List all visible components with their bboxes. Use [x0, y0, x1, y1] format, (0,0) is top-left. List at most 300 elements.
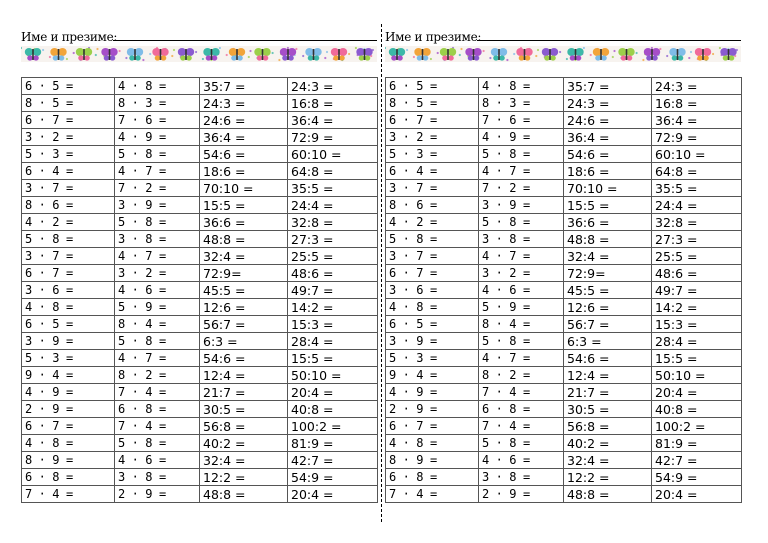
- division-problem[interactable]: 24:6 =: [564, 112, 652, 129]
- multiplication-problem[interactable]: 4 · 2 =: [22, 214, 115, 231]
- confetti-dot: [406, 49, 408, 51]
- multiplication-problem[interactable]: 4 · 8 =: [22, 435, 115, 452]
- table-row: [386, 418, 742, 435]
- division-problem[interactable]: 12:4 =: [200, 367, 288, 384]
- division-problem[interactable]: 64:8 =: [288, 163, 378, 180]
- table-row: [386, 452, 742, 469]
- confetti-dot: [559, 51, 561, 53]
- division-problem[interactable]: 15:5 =: [200, 197, 288, 214]
- multiplication-problem[interactable]: 7 · 4 =: [22, 486, 115, 503]
- multiplication-problem[interactable]: 5 · 3 =: [22, 350, 115, 367]
- multiplication-problem[interactable]: 3 · 8 =: [479, 469, 564, 486]
- multiplication-problem[interactable]: 4 · 9 =: [479, 129, 564, 146]
- division-problem[interactable]: 27:3 =: [652, 231, 742, 248]
- table-row: [386, 435, 742, 452]
- multiplication-problem[interactable]: 3 · 7 =: [22, 180, 115, 197]
- multiplication-problem[interactable]: 5 · 8 =: [115, 146, 200, 163]
- division-problem[interactable]: 35:7 =: [564, 78, 652, 95]
- division-problem[interactable]: 40:2 =: [564, 435, 652, 452]
- multiplication-problem[interactable]: 7 · 6 =: [115, 112, 200, 129]
- multiplication-problem[interactable]: 6 · 8 =: [22, 469, 115, 486]
- division-problem[interactable]: 16:8 =: [652, 95, 742, 112]
- table-row: [386, 350, 742, 367]
- division-problem[interactable]: 56:8 =: [200, 418, 288, 435]
- division-problem[interactable]: 50:10 =: [652, 367, 742, 384]
- division-problem[interactable]: 12:4 =: [564, 367, 652, 384]
- division-problem[interactable]: 48:8 =: [200, 486, 288, 503]
- butterfly-border-strip: [385, 44, 741, 64]
- table-row: [386, 265, 742, 282]
- multiplication-problem[interactable]: 3 · 6 =: [22, 282, 115, 299]
- division-problem[interactable]: 100:2 =: [288, 418, 378, 435]
- division-problem[interactable]: 25:5 =: [288, 248, 378, 265]
- multiplication-problem[interactable]: 2 · 9 =: [479, 486, 564, 503]
- multiplication-problem[interactable]: 3 · 2 =: [386, 129, 479, 146]
- division-problem[interactable]: 54:9 =: [652, 469, 742, 486]
- division-problem[interactable]: 20:4 =: [652, 486, 742, 503]
- multiplication-problem[interactable]: 4 · 7 =: [479, 350, 564, 367]
- confetti-dot: [125, 57, 127, 59]
- multiplication-problem[interactable]: 5 · 8 =: [479, 333, 564, 350]
- division-problem[interactable]: 72:9 =: [652, 129, 742, 146]
- division-problem[interactable]: 60:10 =: [652, 146, 742, 163]
- multiplication-problem[interactable]: 9 · 4 =: [22, 367, 115, 384]
- multiplication-problem[interactable]: 6 · 7 =: [386, 265, 479, 282]
- table-row: [386, 78, 742, 95]
- multiplication-problem[interactable]: 7 · 6 =: [479, 112, 564, 129]
- division-problem[interactable]: 15:3 =: [652, 316, 742, 333]
- multiplication-problem[interactable]: 6 · 7 =: [386, 112, 479, 129]
- division-problem[interactable]: 48:8 =: [564, 486, 652, 503]
- multiplication-problem[interactable]: 6 · 8 =: [386, 469, 479, 486]
- division-problem[interactable]: 15:5 =: [564, 197, 652, 214]
- division-problem[interactable]: 32:8 =: [652, 214, 742, 231]
- multiplication-problem[interactable]: 4 · 7 =: [115, 163, 200, 180]
- division-problem[interactable]: 48:6 =: [288, 265, 378, 282]
- multiplication-problem[interactable]: 7 · 4 =: [479, 384, 564, 401]
- division-problem[interactable]: 72:9=: [564, 265, 652, 282]
- multiplication-problem[interactable]: 8 · 9 =: [22, 452, 115, 469]
- confetti-dot: [171, 55, 173, 57]
- name-field: [385, 26, 741, 44]
- table-row: [22, 333, 378, 350]
- division-problem[interactable]: 56:7 =: [200, 316, 288, 333]
- multiplication-problem[interactable]: 4 · 7 =: [479, 163, 564, 180]
- multiplication-problem[interactable]: 5 · 8 =: [115, 435, 200, 452]
- confetti-dot: [219, 47, 221, 49]
- butterfly-border-strip: [21, 44, 377, 64]
- table-row: [386, 197, 742, 214]
- confetti-dot: [690, 51, 692, 53]
- division-problem[interactable]: 54:6 =: [564, 146, 652, 163]
- multiplication-problem[interactable]: 4 · 9 =: [115, 129, 200, 146]
- division-problem[interactable]: 40:2 =: [200, 435, 288, 452]
- division-problem[interactable]: 35:5 =: [652, 180, 742, 197]
- worksheet-right: [385, 0, 747, 543]
- multiplication-problem[interactable]: 8 · 4 =: [479, 316, 564, 333]
- multiplication-problem[interactable]: 4 · 7 =: [479, 248, 564, 265]
- confetti-dot: [513, 53, 515, 55]
- multiplication-problem[interactable]: 5 · 8 =: [479, 146, 564, 163]
- table-row: [22, 367, 378, 384]
- table-row: [22, 486, 378, 503]
- multiplication-problem[interactable]: 3 · 7 =: [386, 248, 479, 265]
- confetti-dot: [348, 53, 350, 55]
- division-problem[interactable]: 36:4 =: [652, 112, 742, 129]
- confetti-dot: [460, 48, 462, 50]
- confetti-dot: [195, 51, 197, 53]
- table-row: [386, 248, 742, 265]
- division-problem[interactable]: 35:5 =: [288, 180, 378, 197]
- multiplication-problem[interactable]: 8 · 2 =: [479, 367, 564, 384]
- confetti-dot: [636, 52, 638, 54]
- division-problem[interactable]: 12:6 =: [200, 299, 288, 316]
- confetti-dot: [95, 54, 97, 56]
- multiplication-problem[interactable]: 3 · 9 =: [479, 197, 564, 214]
- table-row: [22, 299, 378, 316]
- confetti-dot: [355, 47, 357, 49]
- worksheet-left: [21, 0, 383, 543]
- table-row: [22, 282, 378, 299]
- division-problem[interactable]: 36:4 =: [288, 112, 378, 129]
- division-problem[interactable]: 36:6 =: [564, 214, 652, 231]
- multiplication-problem[interactable]: 3 · 2 =: [22, 129, 115, 146]
- division-problem[interactable]: 21:7 =: [564, 384, 652, 401]
- multiplication-problem[interactable]: 3 · 2 =: [115, 265, 200, 282]
- table-row: [22, 316, 378, 333]
- division-problem[interactable]: 100:2 =: [652, 418, 742, 435]
- division-problem[interactable]: 45:5 =: [564, 282, 652, 299]
- table-row: [22, 95, 378, 112]
- exercise-table: [21, 77, 378, 503]
- multiplication-problem[interactable]: 4 · 6 =: [479, 452, 564, 469]
- multiplication-problem[interactable]: 5 · 8 =: [115, 214, 200, 231]
- multiplication-problem[interactable]: 4 · 8 =: [115, 78, 200, 95]
- division-problem[interactable]: 56:7 =: [564, 316, 652, 333]
- division-problem[interactable]: 32:4 =: [200, 248, 288, 265]
- name-write-line[interactable]: [477, 40, 741, 41]
- division-problem[interactable]: 15:3 =: [288, 316, 378, 333]
- multiplication-problem[interactable]: 5 · 8 =: [386, 231, 479, 248]
- division-problem[interactable]: 20:4 =: [288, 384, 378, 401]
- division-problem[interactable]: 35:7 =: [200, 78, 288, 95]
- confetti-dot: [248, 56, 250, 58]
- division-problem[interactable]: 50:10 =: [288, 367, 378, 384]
- name-label: Име и презиме:: [21, 30, 118, 44]
- confetti-dot: [659, 48, 661, 50]
- multiplication-problem[interactable]: 3 · 7 =: [22, 248, 115, 265]
- division-problem[interactable]: 15:5 =: [652, 350, 742, 367]
- division-problem[interactable]: 42:7 =: [288, 452, 378, 469]
- division-problem[interactable]: 24:4 =: [652, 197, 742, 214]
- multiplication-problem[interactable]: 8 · 5 =: [386, 95, 479, 112]
- division-problem[interactable]: 12:2 =: [200, 469, 288, 486]
- table-row: [22, 214, 378, 231]
- division-problem[interactable]: 45:5 =: [200, 282, 288, 299]
- division-problem[interactable]: 48:6 =: [652, 265, 742, 282]
- multiplication-problem[interactable]: 4 · 8 =: [386, 299, 479, 316]
- division-problem[interactable]: 54:6 =: [200, 350, 288, 367]
- division-problem[interactable]: 28:4 =: [652, 333, 742, 350]
- multiplication-problem[interactable]: 7 · 4 =: [386, 486, 479, 503]
- division-problem[interactable]: 72:9 =: [288, 129, 378, 146]
- division-problem[interactable]: 70:10 =: [564, 180, 652, 197]
- table-row: [386, 214, 742, 231]
- confetti-dot: [712, 53, 714, 55]
- multiplication-problem[interactable]: 6 · 5 =: [22, 78, 115, 95]
- division-problem[interactable]: 14:2 =: [652, 299, 742, 316]
- multiplication-problem[interactable]: 9 · 4 =: [386, 367, 479, 384]
- multiplication-problem[interactable]: 4 · 6 =: [115, 452, 200, 469]
- division-problem[interactable]: 60:10 =: [288, 146, 378, 163]
- division-problem[interactable]: 40:8 =: [288, 401, 378, 418]
- division-problem[interactable]: 81:9 =: [652, 435, 742, 452]
- multiplication-problem[interactable]: 7 · 2 =: [115, 180, 200, 197]
- table-row: [386, 180, 742, 197]
- table-row: [22, 197, 378, 214]
- confetti-dot: [483, 50, 485, 52]
- table-row: [386, 95, 742, 112]
- table-row: [22, 265, 378, 282]
- multiplication-problem[interactable]: 3 · 8 =: [479, 231, 564, 248]
- multiplication-problem[interactable]: 4 · 2 =: [386, 214, 479, 231]
- confetti-dot: [287, 47, 289, 49]
- confetti-dot: [506, 59, 508, 61]
- table-row: [22, 350, 378, 367]
- multiplication-problem[interactable]: 5 · 9 =: [479, 299, 564, 316]
- division-problem[interactable]: 16:8 =: [288, 95, 378, 112]
- division-problem[interactable]: 70:10 =: [200, 180, 288, 197]
- name-write-line[interactable]: [113, 40, 377, 41]
- multiplication-problem[interactable]: 4 · 8 =: [386, 435, 479, 452]
- division-problem[interactable]: 24:3 =: [652, 78, 742, 95]
- table-row: [386, 316, 742, 333]
- multiplication-problem[interactable]: 8 · 6 =: [22, 197, 115, 214]
- division-problem[interactable]: 18:6 =: [564, 163, 652, 180]
- multiplication-problem[interactable]: 8 · 4 =: [115, 316, 200, 333]
- division-problem[interactable]: 42:7 =: [652, 452, 742, 469]
- confetti-dot: [326, 51, 328, 53]
- multiplication-problem[interactable]: 5 · 8 =: [479, 435, 564, 452]
- division-problem[interactable]: 24:3 =: [288, 78, 378, 95]
- division-problem[interactable]: 81:9 =: [288, 435, 378, 452]
- multiplication-problem[interactable]: 5 · 8 =: [479, 214, 564, 231]
- multiplication-problem[interactable]: 2 · 9 =: [22, 401, 115, 418]
- multiplication-problem[interactable]: 4 · 8 =: [479, 78, 564, 95]
- division-problem[interactable]: 30:5 =: [200, 401, 288, 418]
- division-problem[interactable]: 48:8 =: [200, 231, 288, 248]
- multiplication-problem[interactable]: 5 · 8 =: [115, 333, 200, 350]
- confetti-dot: [66, 58, 68, 60]
- multiplication-problem[interactable]: 3 · 9 =: [386, 333, 479, 350]
- multiplication-problem[interactable]: 5 · 3 =: [386, 350, 479, 367]
- table-row: [22, 435, 378, 452]
- confetti-dot: [202, 58, 204, 60]
- confetti-dot: [437, 52, 439, 54]
- confetti-dot: [324, 57, 326, 59]
- table-row: [386, 146, 742, 163]
- cut-line: [381, 24, 382, 522]
- multiplication-problem[interactable]: 6 · 5 =: [22, 316, 115, 333]
- multiplication-problem[interactable]: 8 · 9 =: [386, 452, 479, 469]
- confetti-dot: [430, 58, 432, 60]
- division-problem[interactable]: 27:3 =: [288, 231, 378, 248]
- multiplication-problem[interactable]: 8 · 3 =: [115, 95, 200, 112]
- multiplication-problem[interactable]: 6 · 4 =: [386, 163, 479, 180]
- table-row: [22, 146, 378, 163]
- multiplication-problem[interactable]: 6 · 8 =: [479, 401, 564, 418]
- table-row: [22, 231, 378, 248]
- division-problem[interactable]: 32:4 =: [564, 452, 652, 469]
- confetti-dot: [459, 54, 461, 56]
- division-problem[interactable]: 6:3 =: [200, 333, 288, 350]
- table-row: [386, 282, 742, 299]
- multiplication-problem[interactable]: 6 · 8 =: [115, 401, 200, 418]
- division-problem[interactable]: 21:7 =: [200, 384, 288, 401]
- division-problem[interactable]: 14:2 =: [288, 299, 378, 316]
- confetti-dot: [226, 54, 228, 56]
- table-row: [386, 384, 742, 401]
- multiplication-problem[interactable]: 8 · 2 =: [115, 367, 200, 384]
- division-problem[interactable]: 54:6 =: [564, 350, 652, 367]
- multiplication-problem[interactable]: 2 · 9 =: [115, 486, 200, 503]
- division-problem[interactable]: 36:4 =: [200, 129, 288, 146]
- table-row: [22, 78, 378, 95]
- table-row: [386, 333, 742, 350]
- multiplication-problem[interactable]: 4 · 7 =: [115, 248, 200, 265]
- table-row: [22, 248, 378, 265]
- multiplication-problem[interactable]: 4 · 9 =: [22, 384, 115, 401]
- division-problem[interactable]: 24:3 =: [564, 95, 652, 112]
- table-row: [22, 469, 378, 486]
- division-problem[interactable]: 48:8 =: [564, 231, 652, 248]
- multiplication-problem[interactable]: 6 · 5 =: [386, 78, 479, 95]
- division-problem[interactable]: 32:4 =: [564, 248, 652, 265]
- division-problem[interactable]: 64:8 =: [652, 163, 742, 180]
- multiplication-problem[interactable]: 3 · 2 =: [479, 265, 564, 282]
- division-problem[interactable]: 32:8 =: [288, 214, 378, 231]
- division-problem[interactable]: 12:6 =: [564, 299, 652, 316]
- multiplication-problem[interactable]: 3 · 8 =: [115, 469, 200, 486]
- confetti-dot: [142, 59, 144, 61]
- multiplication-problem[interactable]: 7 · 4 =: [115, 418, 200, 435]
- division-problem[interactable]: 18:6 =: [200, 163, 288, 180]
- table-row: [386, 299, 742, 316]
- division-problem[interactable]: 54:9 =: [288, 469, 378, 486]
- division-problem[interactable]: 36:4 =: [564, 129, 652, 146]
- multiplication-problem[interactable]: 6 · 7 =: [22, 418, 115, 435]
- table-row: [22, 180, 378, 197]
- confetti-dot: [278, 59, 280, 61]
- multiplication-problem[interactable]: 4 · 9 =: [386, 384, 479, 401]
- division-problem[interactable]: 20:4 =: [652, 384, 742, 401]
- multiplication-problem[interactable]: 5 · 3 =: [386, 146, 479, 163]
- multiplication-problem[interactable]: 6 · 5 =: [386, 316, 479, 333]
- confetti-dot: [566, 58, 568, 60]
- division-problem[interactable]: 20:4 =: [288, 486, 378, 503]
- confetti-dot: [719, 47, 721, 49]
- confetti-dot: [295, 48, 297, 50]
- confetti-dot: [535, 55, 537, 57]
- division-problem[interactable]: 40:8 =: [652, 401, 742, 418]
- confetti-dot: [73, 52, 75, 54]
- table-row: [22, 384, 378, 401]
- multiplication-problem[interactable]: 6 · 7 =: [22, 265, 115, 282]
- multiplication-problem[interactable]: 8 · 5 =: [22, 95, 115, 112]
- confetti-dot: [489, 57, 491, 59]
- table-row: [386, 469, 742, 486]
- division-problem[interactable]: 25:5 =: [652, 248, 742, 265]
- multiplication-problem[interactable]: 4 · 6 =: [115, 282, 200, 299]
- division-problem[interactable]: 15:5 =: [288, 350, 378, 367]
- multiplication-problem[interactable]: 7 · 2 =: [479, 180, 564, 197]
- confetti-dot: [149, 53, 151, 55]
- multiplication-problem[interactable]: 7 · 4 =: [479, 418, 564, 435]
- confetti-dot: [688, 57, 690, 59]
- division-problem[interactable]: 24:6 =: [200, 112, 288, 129]
- table-row: [22, 163, 378, 180]
- multiplication-problem[interactable]: 3 · 6 =: [386, 282, 479, 299]
- division-problem[interactable]: 36:6 =: [200, 214, 288, 231]
- multiplication-problem[interactable]: 3 · 7 =: [386, 180, 479, 197]
- table-row: [386, 231, 742, 248]
- multiplication-problem[interactable]: 3 · 8 =: [115, 231, 200, 248]
- multiplication-problem[interactable]: 3 · 9 =: [115, 197, 200, 214]
- multiplication-problem[interactable]: 8 · 3 =: [479, 95, 564, 112]
- table-row: [386, 486, 742, 503]
- division-problem[interactable]: 6:3 =: [564, 333, 652, 350]
- division-problem[interactable]: 24:3 =: [200, 95, 288, 112]
- division-problem[interactable]: 72:9=: [200, 265, 288, 282]
- confetti-dot: [613, 50, 615, 52]
- confetti-dot: [612, 56, 614, 58]
- division-problem[interactable]: 24:4 =: [288, 197, 378, 214]
- exercise-table: [385, 77, 742, 503]
- table-row: [22, 418, 378, 435]
- division-problem[interactable]: 49:7 =: [288, 282, 378, 299]
- confetti-dot: [590, 54, 592, 56]
- multiplication-problem[interactable]: 4 · 7 =: [115, 350, 200, 367]
- division-problem[interactable]: 28:4 =: [288, 333, 378, 350]
- division-problem[interactable]: 12:2 =: [564, 469, 652, 486]
- division-problem[interactable]: 56:8 =: [564, 418, 652, 435]
- multiplication-problem[interactable]: 2 · 9 =: [386, 401, 479, 418]
- confetti-dot: [537, 49, 539, 51]
- multiplication-problem[interactable]: 4 · 6 =: [479, 282, 564, 299]
- division-problem[interactable]: 32:4 =: [200, 452, 288, 469]
- multiplication-problem[interactable]: 6 · 4 =: [22, 163, 115, 180]
- table-row: [386, 112, 742, 129]
- multiplication-problem[interactable]: 5 · 9 =: [115, 299, 200, 316]
- table-row: [22, 401, 378, 418]
- multiplication-problem[interactable]: 4 · 8 =: [22, 299, 115, 316]
- multiplication-problem[interactable]: 6 · 7 =: [22, 112, 115, 129]
- multiplication-problem[interactable]: 5 · 8 =: [22, 231, 115, 248]
- multiplication-problem[interactable]: 5 · 3 =: [22, 146, 115, 163]
- confetti-dot: [651, 47, 653, 49]
- confetti-dot: [42, 49, 44, 51]
- name-label: Име и презиме:: [385, 30, 482, 44]
- multiplication-problem[interactable]: 3 · 9 =: [22, 333, 115, 350]
- division-problem[interactable]: 49:7 =: [652, 282, 742, 299]
- division-problem[interactable]: 54:6 =: [200, 146, 288, 163]
- multiplication-problem[interactable]: 8 · 6 =: [386, 197, 479, 214]
- multiplication-problem[interactable]: 7 · 4 =: [115, 384, 200, 401]
- division-problem[interactable]: 30:5 =: [564, 401, 652, 418]
- multiplication-problem[interactable]: 6 · 7 =: [386, 418, 479, 435]
- table-row: [386, 163, 742, 180]
- confetti-dot: [666, 55, 668, 57]
